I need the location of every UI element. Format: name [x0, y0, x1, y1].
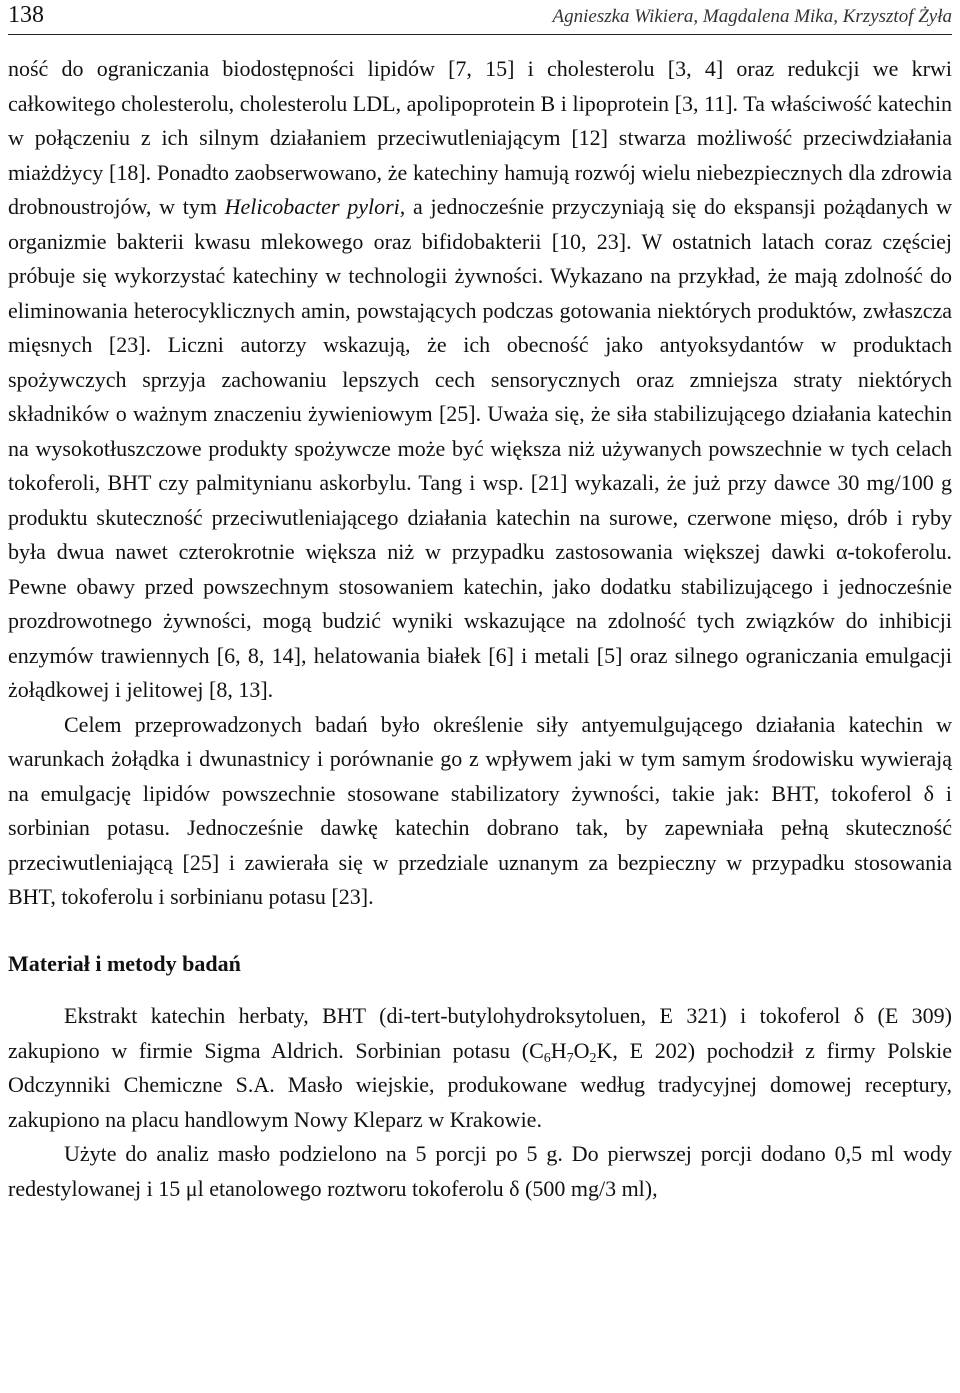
- subscript: 2: [589, 1050, 597, 1066]
- paragraph-text: Ekstrakt katechin herbaty, BHT (di-tert-butylohydroksytoluen, E 321) i tokoferol δ (E 309) zakupiono w firmie Sigma Aldrich. Sorbinian potasu (C: [8, 1003, 952, 1063]
- paragraph-continued: [8, 52, 952, 708]
- article-body: [8, 52, 952, 1206]
- page-number: 138: [8, 2, 44, 28]
- paragraph-methods: Użyte do analiz masło podzielono na 5 porcji po 5 g. Do pierwszej porcji dodano 0,5 ml wody redestylowanej i 15 μl etanolowego roztworu tokoferolu δ (500 mg/3 ml),: [8, 1141, 952, 1201]
- subscript: 6: [543, 1050, 551, 1066]
- paragraph-text: ność do ograniczania biodostępności lipidów [7, 15] i cholesterolu [3, 4] oraz redukcji we krwi całkowitego cholesterolu, cholesterolu LDL, apolipoprotein B i lipoprotein [3, 11]. Ta właściwość katechin w połączeniu z ich silnym działaniem przeciwutleniającym [12] stwarza możliwość przeciwdziałania miażdżycy [18]. Ponadto zaobserwowano, że katechiny hamują rozwój wielu niebezpiecznych dla zdrowia drobnoustrojów, w tym: [8, 56, 952, 219]
- running-head-authors: Agnieszka Wikiera, Magdalena Mika, Krzysztof Żyła: [552, 6, 952, 27]
- subscript: 7: [566, 1050, 574, 1066]
- paragraph-text: a jednocześnie przyczyniają się do ekspansji pożądanych w organizmie bakterii kwasu mlekowego oraz bifidobakterii [10, 23]. W ostatnich latach coraz częściej próbuje się wykorzystać katechiny w technologii żywności. Wykazano na przykład, że mają zdolność do eliminowania heterocyklicznych amin, powstających podczas gotowania niektórych produktów, zwłaszcza mięsnych [23]. Liczni autorzy wskazują, że ich obecność jako antyoksydantów w produktach spożywczych sprzyja zachowaniu lepszych cech sensorycznych oraz zmniejsza straty niektórych składników o ważnym znaczeniu żywieniowym [25]. Uważa się, że siła stabilizującego działania katechin na wysokotłuszczowe produkty spożywcze może być większa niż używanych powszechnie w tych celach tokoferoli, BHT czy palmitynianu askorbylu. Tang i wsp. [21] wykazali, że już przy dawce 30 mg/100 g produktu skuteczność przeciwutleniającego działania katechin na surowe, czerwone mięso, drób i ryby była dwua nawet czterokrotnie większa niż w przypadku zastosowania większej dawki α-tokoferolu. Pewne obawy przed powszechnym stosowaniem katechin, jako dodatku stabilizującego i jednocześnie prozdrowotnego żywności, mogą budzić wyniki wskazujące na zdolność tych związków do inhibicji enzymów trawiennych [6, 8, 14], helatowania białek [6] i metali [5] oraz silnego ograniczania emulgacji żołądkowej i jelitowej [8, 13].: [8, 194, 952, 702]
- formula-part: O: [573, 1037, 590, 1063]
- paragraph-materials: [8, 999, 952, 1137]
- paragraph-text: K, E 202) pochodził z firmy Polskie Odczynniki Chemiczne S.A. Masło wiejskie, produkowane według tradycyjnej domowej receptury, zakupiono na placu handlowym Nowy Kleparz w Krakowie.: [8, 1037, 952, 1132]
- formula-part: H: [550, 1037, 567, 1063]
- paragraph-aim: Celem przeprowadzonych badań było określenie siły antyemulgującego działania katechin w warunkach żołądka i dwunastnicy i porównanie go z wpływem jaki w tym samym środowisku wywierają na emulgację lipidów powszechnie stosowane stabilizatory żywności, takie jak: BHT, tokoferol δ i sorbinian potasu. Jednocześnie dawkę katechin dobrano tak, by zapewniała pełną skuteczność przeciwutleniającą [25] i zawierała się w przedziale uznanym za bezpieczny w przypadku stosowania BHT, tokoferolu i sorbinianu potasu [23].: [8, 711, 952, 909]
- page-header: [8, 0, 952, 35]
- section-heading: Materiał i metody badań: [8, 950, 241, 976]
- species-name: Helicobacter pylori,: [224, 194, 406, 219]
